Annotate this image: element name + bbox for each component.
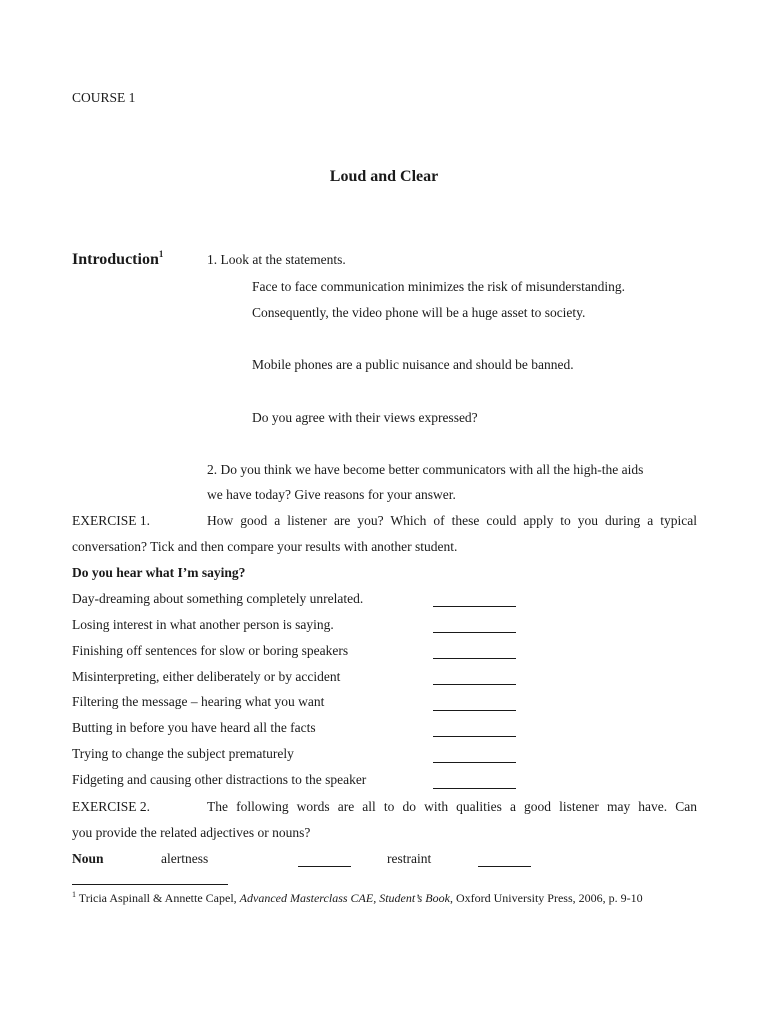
footnote-number: 1 — [72, 890, 76, 899]
answer-blank[interactable] — [433, 788, 516, 789]
answer-blank[interactable] — [433, 762, 516, 763]
answer-blank[interactable] — [433, 606, 516, 607]
answer-blank[interactable] — [433, 736, 516, 737]
footnote — [72, 891, 643, 906]
introduction-heading-text: Introduction — [72, 251, 159, 268]
exercise-1-line-2: conversation? Tick and then compare your results with another student. — [72, 539, 458, 554]
exercise-2-line-1: The following words are all to do with qualities a good listener may have. Can — [207, 799, 697, 814]
answer-blank[interactable] — [433, 684, 516, 685]
word-alertness: alertness — [161, 851, 209, 866]
statement-3: Mobile phones are a public nuisance and should be banned. — [252, 357, 574, 372]
footnote-ref: 1 — [158, 249, 164, 259]
footnote-publisher: , Oxford University Press, 2006, p. 9-10 — [449, 891, 643, 905]
footnote-authors: Tricia Aspinall & Annette Capel, — [76, 891, 240, 905]
statement-4: Do you agree with their views expressed? — [252, 410, 478, 425]
answer-blank[interactable] — [298, 866, 351, 867]
exercise-1-line-1: How good a listener are you? Which of these could apply to you during a typical — [207, 513, 697, 528]
list-item: Trying to change the subject prematurely — [72, 746, 294, 761]
list-item: Day-dreaming about something completely unrelated. — [72, 591, 364, 606]
statement-2: Consequently, the video phone will be a huge asset to society. — [252, 305, 586, 320]
page-title: Loud and Clear — [329, 168, 439, 185]
footnote-book-title: Advanced Masterclass CAE, Student’s Book — [239, 891, 450, 905]
noun-label: Noun — [72, 851, 104, 866]
list-item: Losing interest in what another person is saying. — [72, 617, 334, 632]
exercise-2-line-2: you provide the related adjectives or nouns? — [72, 825, 311, 840]
word-restraint: restraint — [387, 851, 432, 866]
question-1: 1. Look at the statements. — [207, 252, 346, 267]
footnote-divider — [72, 884, 228, 885]
answer-blank[interactable] — [478, 866, 531, 867]
answer-blank[interactable] — [433, 710, 516, 711]
list-item: Butting in before you have heard all the facts — [72, 720, 316, 735]
introduction-heading — [72, 251, 163, 269]
list-item: Filtering the message – hearing what you want — [72, 694, 325, 709]
list-item: Finishing off sentences for slow or boring speakers — [72, 643, 349, 658]
statement-1: Face to face communication minimizes the risk of misunderstanding. — [252, 279, 626, 294]
course-label: COURSE 1 — [72, 90, 136, 105]
exercise-1-subheading: Do you hear what I’m saying? — [72, 565, 246, 580]
answer-blank[interactable] — [433, 632, 516, 633]
exercise-1-label: EXERCISE 1. — [72, 513, 151, 528]
answer-blank[interactable] — [433, 658, 516, 659]
question-2-line-2: we have today? Give reasons for your answer. — [207, 487, 456, 502]
list-item: Misinterpreting, either deliberately or by accident — [72, 669, 341, 684]
question-2-line-1: 2. Do you think we have become better communicators with all the high-the aids — [207, 462, 644, 477]
list-item: Fidgeting and causing other distractions to the speaker — [72, 772, 367, 787]
exercise-2-label: EXERCISE 2. — [72, 799, 151, 814]
